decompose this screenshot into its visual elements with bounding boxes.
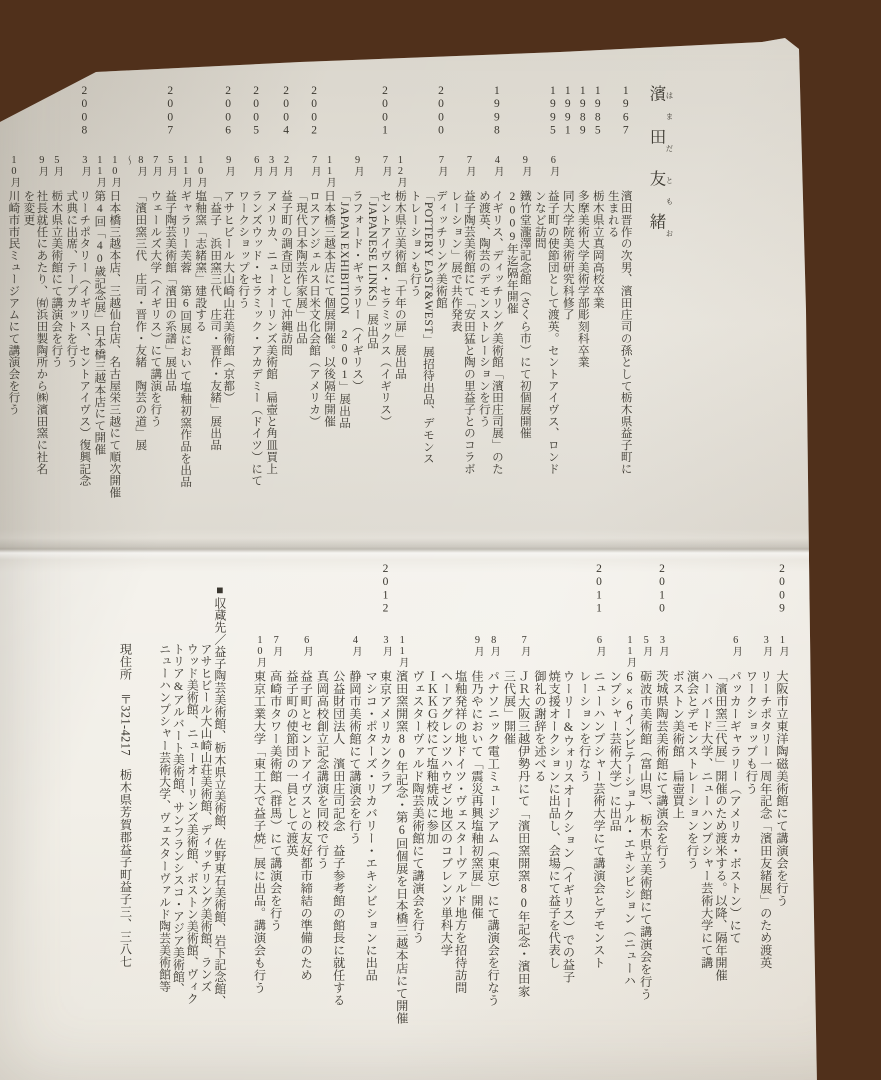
month-label: 11月 [624, 635, 636, 668]
timeline-column [774, 563, 788, 1050]
timeline-column [561, 563, 575, 1050]
year-label: 1989 [576, 85, 589, 138]
month-label: 3月 [760, 635, 772, 657]
entry-text: 静岡市美術館にて講演会を行う [348, 670, 362, 845]
timeline-column [308, 85, 320, 557]
entry-text: ヴェスターヴァルド陶芸美術館にて講演会を行う [411, 670, 425, 944]
entry-text: 濱田晋作の次男、濱田庄司の孫として栃木県益子町に [619, 190, 633, 475]
artist-name-title [645, 85, 770, 557]
entry-text: マシコ・ポターズ・リカバリー・エキシビションに出品 [364, 670, 379, 982]
timeline-column [453, 563, 467, 1050]
entry-text: 益子町とセントアイヴスとの友好都市締結の準備のため [299, 670, 314, 982]
entry-text: 益子陶芸美術館にて「安田猛と陶の里益子とのコラボ [462, 190, 476, 475]
timeline-column [490, 85, 502, 557]
timeline-column [410, 563, 424, 1050]
month-label: 〜 [122, 155, 134, 166]
timeline-column [591, 563, 605, 1050]
timeline-column [199, 563, 212, 1050]
month-label: 6月 [547, 155, 559, 177]
entry-text: 現住所 〒321-4217 栃木県芳賀郡益子町益子三、三八七 [118, 643, 133, 968]
entry-text: ロスアンジェルス日米文化会館（アメリカ） [308, 190, 322, 427]
entry-text: 社長就任にあたり、㈲浜田製陶所から㈱濱田窯に社名 [35, 190, 49, 475]
timeline-column [179, 85, 191, 557]
entry-text: アサヒビール大山崎山荘美術館（京都） [222, 190, 236, 404]
timeline-column [758, 563, 772, 1050]
timeline-column [323, 85, 335, 557]
entry-text: 益子町の調査団として沖縄訪問 [280, 190, 294, 356]
entry-text: ボストン美術館 扁壺買上 [671, 670, 686, 820]
entry-text: 同大学院美術研究科修了 [561, 190, 575, 321]
entry-text: 日本橋三越本店、三越仙台店、名古屋栄三越にて順次開催 [108, 190, 122, 499]
timeline-column [252, 563, 266, 1050]
entry-text: イギリス、ディッチリング美術館「濱田庄司展」のた [490, 190, 504, 475]
timeline-column [338, 85, 350, 557]
timeline-column [295, 85, 307, 557]
month-label: 5月 [165, 155, 177, 177]
entry-text: ランズウッド・セラミック・アカデミー（ドイツ）にて [250, 190, 264, 487]
month-label: 7月 [309, 155, 321, 177]
month-label: 4月 [491, 155, 503, 177]
month-label: 11月 [180, 155, 192, 188]
month-label: 10月 [254, 635, 266, 668]
timeline-column [378, 563, 392, 1050]
timeline-column [450, 85, 462, 557]
entry-text: レーション」展で共作発表 [449, 190, 463, 333]
month-label: 8月 [135, 155, 147, 177]
month-label: 7月 [463, 155, 475, 177]
timeline-column [699, 563, 713, 1050]
month-label: 11月 [396, 635, 408, 668]
entry-text: ウェールズ大学（イギリス）にて講演を行う [149, 190, 163, 427]
timeline-column [547, 563, 561, 1050]
timeline-column [7, 85, 19, 557]
month-label: 9月 [352, 155, 364, 177]
entry-text: 三代展」開催 [502, 670, 517, 745]
entry-text: 第4回「40歳記念展」日本橋三越本店にて開催 [93, 190, 107, 455]
timeline-column [35, 85, 47, 557]
timeline-column [505, 85, 517, 557]
timeline-column [213, 563, 226, 1050]
month-label: 6月 [301, 635, 313, 657]
timeline-column [533, 85, 545, 557]
entry-text: 生まれる [606, 190, 620, 238]
entry-text: め渡英、陶芸のデモンストレーションを行う [477, 190, 491, 427]
entry-text: 川崎市市民ミュージアムにて講演会を行う [7, 190, 21, 416]
month-label: 9月 [519, 155, 531, 177]
timeline-column [394, 563, 408, 1050]
timeline-column [685, 563, 699, 1050]
year-label: 2002 [308, 85, 321, 138]
chronology-top-half [6, 85, 770, 557]
timeline-column [149, 85, 161, 557]
timeline-column [265, 85, 277, 557]
entry-text: ■収蔵先／益子陶芸美術館、栃木県立美術館、佐野東石美術館、岩下記念館、 [212, 583, 227, 1007]
entry-text: 真岡高校創立記念講演を同校で行う [315, 670, 330, 870]
timeline-column [654, 563, 668, 1050]
timeline-column [237, 85, 249, 557]
timeline-column [394, 85, 406, 557]
timeline-column [502, 563, 516, 1050]
entry-text: ラフォード・ギャラリー（イギリス） [351, 190, 365, 392]
entry-text: 濱田窯開窯80年記念・第6回個展を日本橋三越本店にて開催 [394, 670, 409, 1024]
entry-text: ニューハンプシャー芸術大学、ヴェスターヴァルド陶芸美術館等 [157, 643, 172, 993]
month-label: 6月 [251, 155, 263, 177]
entry-text: 塩釉窯「志緒窯」建設する [194, 190, 208, 333]
month-label: 10月 [195, 155, 207, 188]
entry-text: 栃木県立美術館「千年の扉」展出品 [393, 190, 407, 380]
entry-text: 御礼の謝辞を述べる [533, 670, 547, 783]
entry-text: 「POTTERY EAST&WEST」展招待出品、デモンス [421, 190, 435, 465]
entry-text: アメリカ、ニューオーリンズ美術館 扁壺と角皿買上 [265, 190, 279, 475]
year-label: 2009 [776, 563, 788, 616]
artist-name-character: 緒 お [647, 212, 674, 255]
timeline-column [65, 85, 77, 557]
timeline-column [331, 563, 345, 1050]
entry-text: 「濱田窯三代 庄司・晋作・友緒 陶芸の道」展 [134, 190, 148, 451]
timeline-column [744, 563, 758, 1050]
month-label: 7月 [380, 155, 391, 177]
entry-text: 「益子 浜田窯三代 庄司・晋作・友緒」展出品 [209, 190, 223, 451]
month-label: 5月 [640, 635, 652, 657]
year-label: 2007 [164, 85, 177, 138]
timeline-column [577, 563, 591, 1050]
timeline-column [222, 85, 234, 557]
timeline-column [121, 85, 133, 557]
timeline-column [469, 563, 483, 1050]
latin-text: JAPAN EXHIBITION [338, 201, 352, 315]
month-label: 3月 [380, 635, 392, 657]
entry-text: ウッド美術館、ニューオーリンズ美術館、ボストン美術館、ヴィク [185, 643, 200, 1005]
year-label: 2012 [379, 563, 392, 616]
month-label: 10月 [8, 155, 20, 188]
timeline-column [478, 85, 490, 557]
entry-text: 公益財団法人 濱田庄司記念 益子参考館の館長に就任する [331, 670, 346, 1007]
entry-text: トリア&アルバート美術館、サンフランシスコ・アジア美術館、 [171, 643, 186, 995]
timeline-column [619, 85, 631, 557]
month-label: 12月 [394, 155, 406, 188]
timeline-column [546, 85, 558, 557]
timeline-column [425, 563, 439, 1050]
timeline-column [50, 85, 62, 557]
entry-text: 砺波市美術館（富山県）、栃木県立美術館にて講演会を行う [638, 670, 653, 1001]
entry-text: セントアイヴス・セラミックス（イギリス） [379, 190, 392, 427]
year-label: 2006 [222, 85, 235, 138]
month-label: 1月 [777, 635, 788, 657]
timeline-column [516, 563, 530, 1050]
timeline-column [22, 85, 34, 557]
entry-text: レーションを行なう [577, 670, 592, 783]
latin-text: 321-4217 [118, 705, 133, 756]
month-label: 7月 [270, 635, 282, 657]
month-label: 9月 [472, 635, 483, 657]
timeline-column [463, 85, 475, 557]
entry-text: 栃木県立真岡高校卒業 [591, 190, 605, 309]
timeline-column [118, 563, 132, 1050]
timeline-column [93, 85, 105, 557]
month-label: 3月 [79, 155, 91, 177]
entry-text: トレーションも行う [408, 190, 422, 297]
timeline-column [108, 85, 120, 557]
month-label: 3月 [657, 635, 668, 657]
timeline-column [78, 85, 90, 557]
timeline-column [250, 85, 262, 557]
month-label: 4月 [350, 635, 361, 657]
timeline-column [622, 563, 636, 1050]
year-label: 1995 [546, 85, 559, 138]
timeline-column [268, 563, 282, 1050]
entry-text: 東京アメリカンクラブ [378, 670, 393, 795]
entry-text: ハーバード大学、ニューハンプシャー芸術大学にて講 [699, 670, 714, 969]
month-label: 11月 [94, 155, 106, 188]
entry-text: 大阪市立東洋陶磁美術館にて講演会を行う [775, 670, 789, 907]
month-label: 5月 [51, 155, 63, 177]
year-label: 2000 [434, 85, 447, 138]
timeline-column [422, 85, 434, 557]
entry-text: ンなど訪問 [533, 190, 547, 250]
entry-text: リーチポタリー一周年記念「濱田友緒展」のため渡英 [758, 670, 773, 969]
timeline-column [185, 563, 198, 1050]
timeline-column [486, 563, 500, 1050]
timeline-column [299, 563, 313, 1050]
month-label: 10月 [109, 155, 121, 188]
entry-text: 6×6インビテーショナル・エキシビション（ニューハ [622, 670, 637, 987]
timeline-column [351, 85, 363, 557]
timeline-column [713, 563, 727, 1050]
entry-text: アサヒビール大山崎山荘美術館、ディッチリング美術館、ランズ [199, 643, 214, 993]
year-label: 2011 [593, 563, 605, 616]
year-label: 1985 [591, 85, 604, 138]
year-label: 1967 [619, 85, 632, 138]
entry-text: ギャラリー芙蓉 第6回展において塩釉初窯作品を出品 [179, 190, 193, 488]
timeline-column [194, 85, 206, 557]
entry-text: パッカーギャラリー（アメリカ・ボストン）にて [728, 670, 743, 944]
entry-text: ディッチリング美術館 [434, 190, 448, 309]
year-label: 2005 [250, 85, 263, 138]
artist-name-character: 田 だ [647, 127, 674, 170]
entry-text: 益子町の使節団として渡英。セントアイヴス、ロンド [546, 190, 560, 475]
entry-text: ワークショップを行う [237, 190, 251, 309]
entry-text: 演会とデモンストレーションを行う [685, 670, 700, 870]
year-label: 2001 [379, 85, 391, 138]
timeline-column [280, 85, 292, 557]
year-label: 2008 [78, 85, 91, 138]
entry-text: 茨城県陶芸美術館にて講演会を行う [655, 670, 669, 870]
timeline-column [671, 563, 685, 1050]
entry-text: 日本橋三越本店にて個展開催。以後隔年開催 [323, 190, 337, 427]
artist-name-character: 濱 はま [647, 85, 674, 128]
entry-text: ワークショップも行う [744, 670, 759, 795]
month-label: 8月 [488, 635, 500, 657]
timeline-column [134, 85, 146, 557]
month-label: 3月 [266, 155, 278, 177]
timeline-column [638, 563, 652, 1050]
entry-text: 益子町の使節団の一員として渡英 [285, 670, 299, 857]
timeline-column [171, 563, 184, 1050]
entry-text: 焼支援オークションに出品し、会場にて益子を代表し [547, 670, 562, 969]
entry-text: 多摩美術大学美術学部彫刻科卒業 [576, 190, 590, 368]
timeline-column [728, 563, 742, 1050]
entry-text: 佳乃やにおいて「震災再興塩釉初窯展」開催 [470, 670, 484, 919]
timeline-column [315, 563, 329, 1050]
entry-text: 式典に出席、テープカットを行う [65, 190, 79, 368]
timeline-column [518, 85, 530, 557]
entry-text: 「現代日本陶芸作家展」出品 [295, 190, 309, 345]
timeline-column [284, 563, 298, 1050]
timeline-column [379, 85, 391, 557]
entry-text: 「JAPANESE LINKS」展出品 [366, 190, 380, 349]
year-label: 1998 [490, 85, 503, 138]
year-label: 2010 [656, 563, 668, 616]
entry-text: 鐵竹堂瀧澤記念館（さくら市）にて初個展開催 [518, 190, 532, 439]
entry-text: 栃木県立美術館にて講演会を行う [50, 190, 64, 368]
timeline-column [366, 85, 378, 557]
entry-text: 「JAPAN EXHIBITION 2001」展出品 [338, 190, 352, 429]
entry-text: ンプシャー芸術大学）に出品 [608, 670, 623, 832]
month-label: 11月 [324, 155, 336, 188]
timeline-column [576, 85, 588, 557]
chronology-bottom-half [117, 563, 788, 1050]
entry-text: ニューハンプシャー芸術大学にて講演会とデモンスト [592, 670, 606, 969]
month-label: 2月 [281, 155, 293, 177]
timeline-column [608, 563, 622, 1050]
year-label: 2004 [280, 85, 293, 138]
timeline-column [532, 563, 546, 1050]
entry-text: を変更 [22, 190, 36, 226]
latin-text: POTTERY EAST&WEST [421, 201, 435, 334]
timeline-column [209, 85, 221, 557]
timeline-column [439, 563, 453, 1050]
timeline-column [347, 563, 361, 1050]
month-label: 7月 [518, 635, 530, 657]
month-label: 9月 [36, 155, 48, 177]
timeline-column [164, 85, 176, 557]
entry-text: ＪＲ大阪三越伊勢丹にて「濱田窯開窯80年記念・濱田家 [516, 670, 531, 998]
timeline-column [561, 85, 573, 557]
timeline-column [606, 85, 618, 557]
entry-text: 東京工業大学「東工大で益子焼」展に出品。講演会も行う [252, 670, 267, 994]
timeline-column [157, 563, 170, 1050]
entry-text: 塩釉発祥の地ドイツ・ヴェスターヴァルド地方を招待訪問 [453, 670, 468, 994]
entry-text: 益子陶芸美術館「濱田の系譜」展出品 [164, 190, 178, 392]
timeline-column [364, 563, 378, 1050]
month-label: 6月 [730, 635, 742, 657]
entry-text: ＩＫＫＧ校にて塩釉焼成に参加 [425, 670, 440, 845]
timeline-column [435, 85, 447, 557]
entry-text: ヘーアグレンツハウゼン地区のコブレンツ単科大学 [439, 670, 454, 957]
entry-text: 2009年迄隔年開催 [505, 190, 519, 315]
month-label: 7月 [150, 155, 162, 177]
month-label: 9月 [223, 155, 235, 177]
artist-name-character: 友 とも [647, 170, 674, 213]
entry-text: 「濱田窯三代展」開催のため渡米する。以降、隔年開催 [714, 670, 728, 982]
latin-text: JAPANESE LINKS [366, 201, 380, 302]
month-label: 6月 [594, 635, 605, 657]
entry-text: リーチポタリー（イギリス、セントアイヴス）復興記念 [78, 190, 92, 487]
entry-text: パナソニック電工ミュージアム（東京）にて講演会を行なう [486, 670, 501, 1007]
entry-text: 高崎市タワー美術館（群馬）にて講演会を行う [268, 670, 283, 932]
entry-text: ウーリー&ウォリスオークション（イギリス）での益子 [561, 670, 576, 984]
timeline-column [591, 85, 603, 557]
month-label: 7月 [435, 155, 447, 177]
year-label: 1991 [561, 85, 574, 138]
timeline-column [409, 85, 421, 557]
